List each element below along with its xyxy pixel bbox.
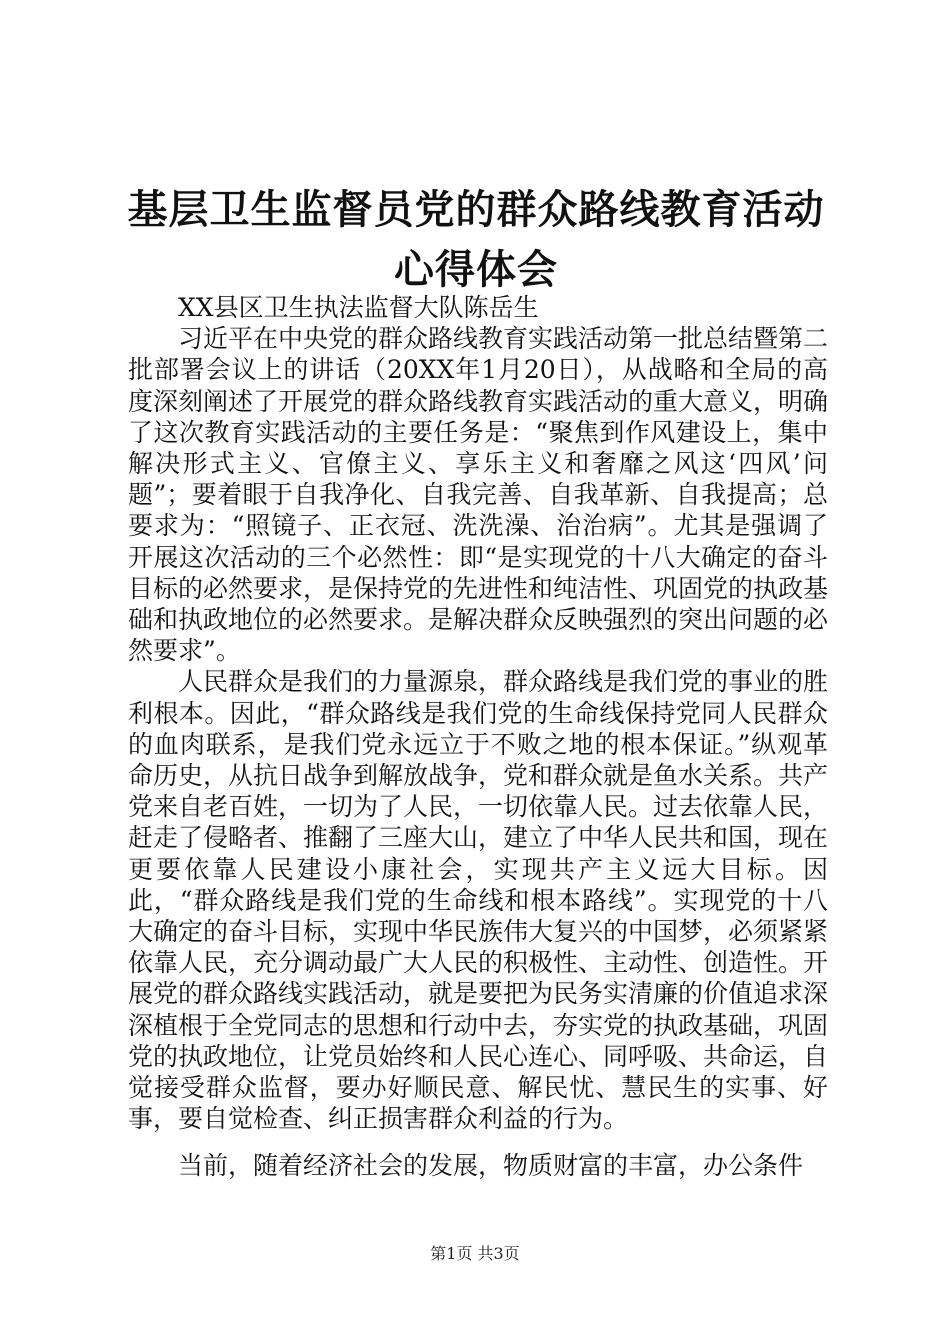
document-title: 基层卫生监督员党的群众路线教育活动心得体会 (127, 186, 825, 293)
author-line: XX县区卫生执法监督大队陈岳生 (178, 293, 539, 322)
paragraph-3: 当前，随着经济社会的发展，物质财富的丰富，办公条件 (178, 1151, 804, 1180)
page-footer: 第1页 共3页 (430, 1244, 520, 1263)
document-body (128, 292, 828, 1134)
paragraph-2: 人民群众是我们的力量源泉，群众路线是我们党的事业的胜利根本。因此，“群众路线是我们党的生命线保持党同人民群众的血肉联系，是我们党永远立于不败之地的根本保证。”纵观革命历史，从抗日战争到解放战争，党和群众就是鱼水关系。共产党来自老百姓，一切为了人民，一切依靠人民。过去依靠人民，赶走了侵略者、推翻了三座大山，建立了中华人民共和国，现在更要依靠人民建设小康社会，实现共产主义远大目标。因此，“群众路线是我们党的生命线和根本路线”。实现党的十八大确定的奋斗目标，实现中华民族伟大复兴的中国梦，必须紧紧依靠人民，充分调动最广大人民的积极性、主动性、创造性。开展党的群众路线实践活动，就是要把为民务实清廉的价值追求深深植根于全党同志的思想和行动中去，夯实党的执政基础，巩固党的执政地位，让党员始终和人民心连心、同呼吸、共命运，自觉接受群众监督，要办好顺民意、解民忧、慧民生的实事、好事，要自觉检查、纠正损害群众利益的行为。 (128, 667, 829, 1134)
paragraph-1: 习近平在中央党的群众路线教育实践活动第一批总结暨第二批部署会议上的讲话（20XX年1月20日），从战略和全局的高度深刻阐述了开展党的群众路线教育实践活动的重大意义，明确了这次教育实践活动的主要任务是：“聚焦到作风建设上，集中解决形式主义、官僚主义、享乐主义和奢靡之风这‘四风’问题”；要着眼于自我净化、自我完善、自我革新、自我提高；总要求为：“照镜子、正衣冠、洗洗澡、治治病”。尤其是强调了开展这次活动的三个必然性：即“是实现党的十八大确定的奋斗目标的必然要求，是保持党的先进性和纯洁性、巩固党的执政基础和执政地位的必然要求。是解决群众反映强烈的突出问题的必然要求”。 (128, 324, 829, 666)
